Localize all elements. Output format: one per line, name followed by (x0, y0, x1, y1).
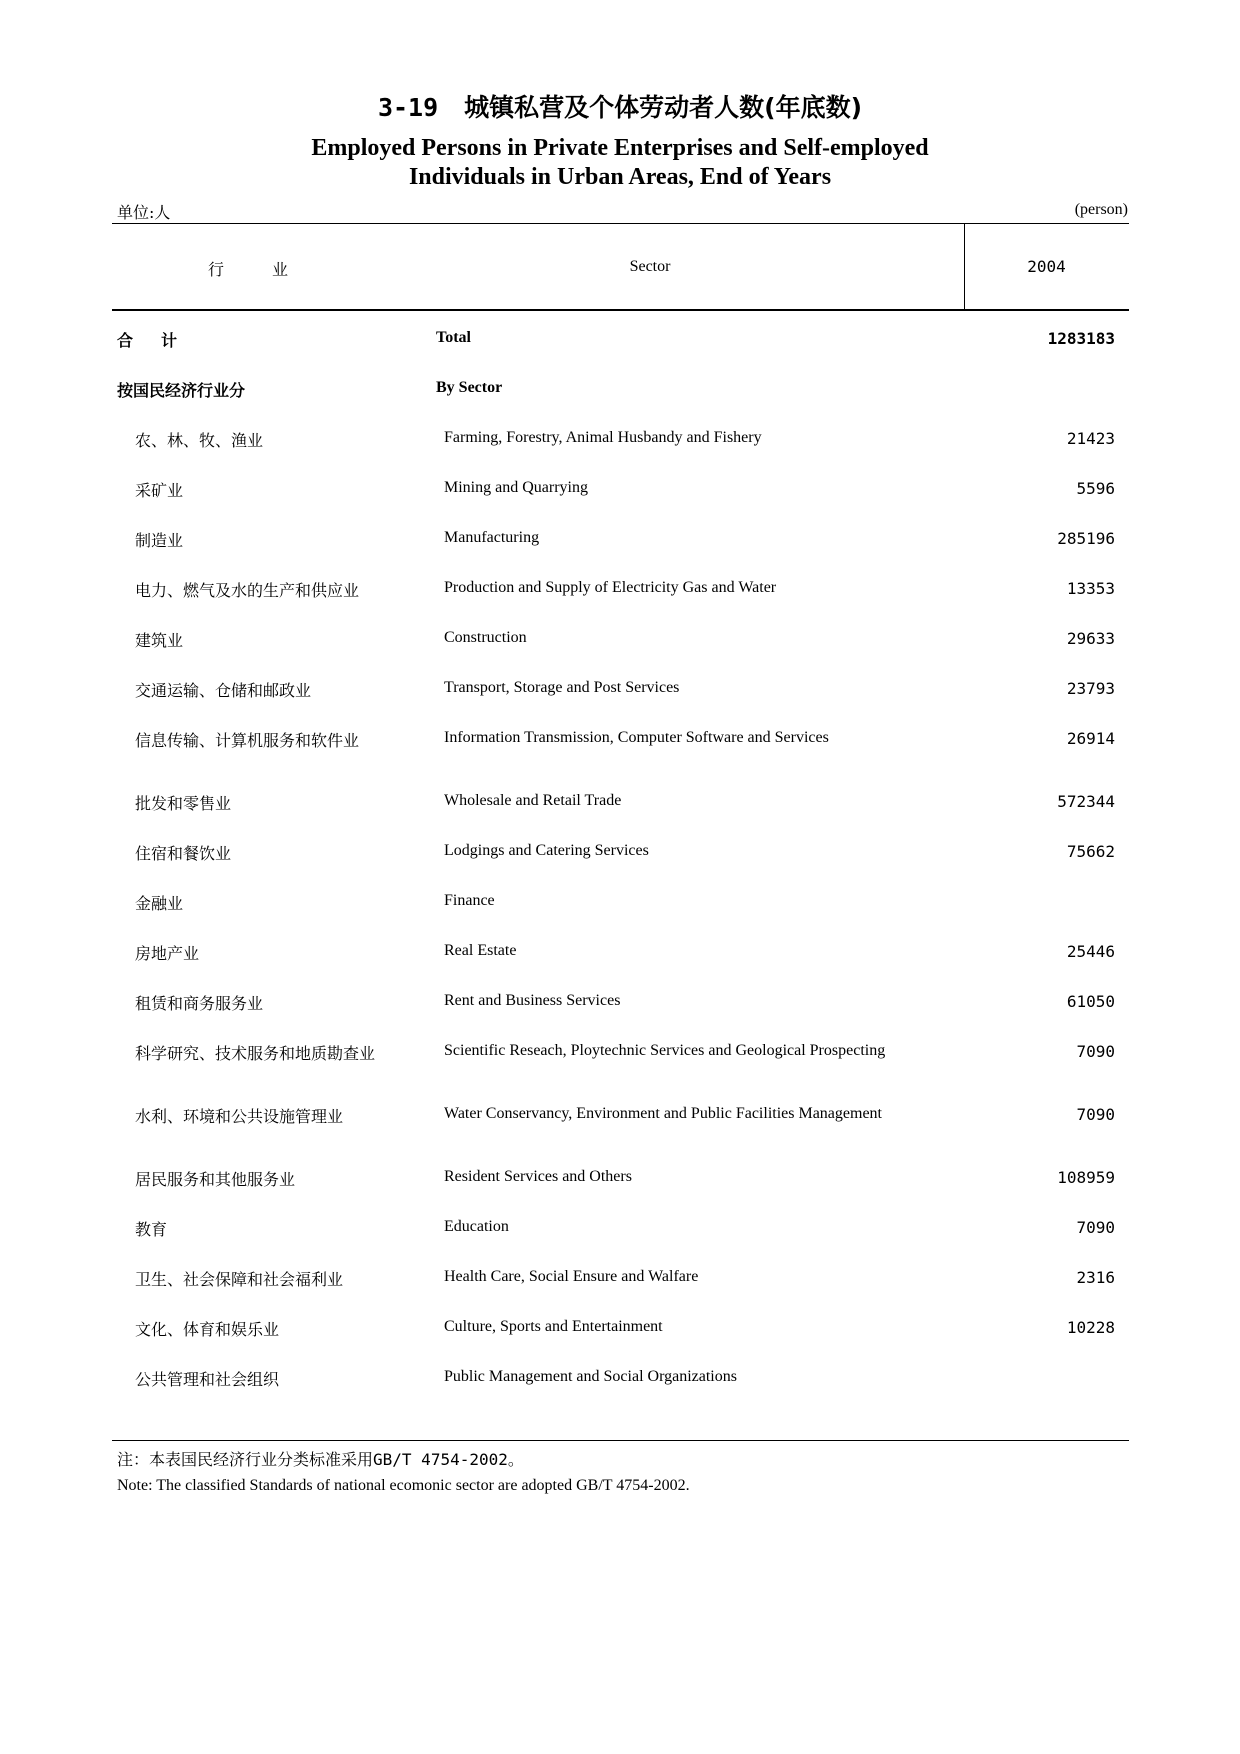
footnote-en: Note: The classified Standards of national ecomonic sector are adopted GB/T 4754-2002. (117, 1477, 690, 1494)
sector-value: 26914 (1066, 729, 1115, 748)
table-row (112, 1267, 1129, 1297)
table-row (112, 791, 1129, 821)
sector-value: 21423 (1066, 429, 1115, 448)
sector-name-cn: 电力、燃气及水的生产和供应业 (135, 581, 360, 600)
sector-name-cn: 交通运输、仓储和邮政业 (135, 681, 312, 700)
sector-value: 7090 (1076, 1042, 1115, 1061)
table-title-en (0, 134, 1240, 192)
title-cn-text: 城镇私营及个体劳动者人数(年底数) (464, 93, 863, 122)
footnote-cn-prefix: 注：本表国民经济行业分类标准采用 (117, 1450, 374, 1469)
table-row (112, 991, 1129, 1021)
sector-name-en: Real Estate (444, 942, 517, 959)
unit-label-cn: 单位:人 (117, 203, 171, 222)
total-value: 1283183 (1047, 329, 1115, 348)
sector-value: 23793 (1066, 679, 1115, 698)
table-row (112, 428, 1129, 458)
sector-name-cn: 金融业 (135, 894, 184, 913)
table-row (112, 1317, 1129, 1347)
sector-value: 572344 (1057, 792, 1115, 811)
header-sector-cn (112, 257, 384, 280)
sector-name-en: Production and Supply of Electricity Gas and Water (444, 579, 777, 596)
sector-name-cn: 采矿业 (135, 481, 184, 500)
header-cn-char2: 业 (272, 260, 289, 279)
sector-name-en: Resident Services and Others (444, 1168, 632, 1185)
total-cn-char1: 合 (117, 331, 134, 350)
sector-value: 285196 (1057, 529, 1115, 548)
sector-value: 7090 (1076, 1105, 1115, 1124)
sector-name-en: Education (444, 1218, 509, 1235)
sector-name-en: Scientific Reseach, Ploytechnic Services and Geological Prospecting (444, 1042, 886, 1059)
by-sector-label-cn: 按国民经济行业分 (117, 381, 246, 400)
table-number: 3-19 (377, 93, 439, 122)
sector-name-en: Manufacturing (444, 529, 540, 546)
total-label-en: Total (436, 329, 471, 346)
by-sector-row (112, 378, 1129, 408)
sector-name-cn: 卫生、社会保障和社会福利业 (135, 1270, 344, 1289)
sector-name-cn: 农、林、牧、渔业 (135, 431, 264, 450)
sector-name-en: Finance (444, 892, 495, 909)
sector-name-cn: 制造业 (135, 531, 184, 550)
header-bottom-rule (112, 309, 1129, 311)
sector-name-en: Wholesale and Retail Trade (444, 792, 622, 809)
sector-name-cn: 居民服务和其他服务业 (135, 1170, 296, 1189)
sector-name-en: Transport, Storage and Post Services (444, 679, 680, 696)
sector-name-en: Farming, Forestry, Animal Husbandy and Fishery (444, 429, 762, 446)
sector-name-en: Lodgings and Catering Services (444, 842, 649, 859)
sector-name-cn: 教育 (135, 1220, 168, 1239)
sector-value: 61050 (1066, 992, 1115, 1011)
unit-label-en: (person) (1074, 201, 1128, 218)
header-year: 2004 (1027, 257, 1066, 276)
sector-name-cn: 公共管理和社会组织 (135, 1370, 280, 1389)
table-row (112, 578, 1129, 608)
table-row (112, 841, 1129, 871)
sector-value: 10228 (1066, 1318, 1115, 1337)
table-row (112, 528, 1129, 558)
total-label-cn (117, 328, 177, 351)
sector-name-cn: 水利、环境和公共设施管理业 (135, 1107, 344, 1126)
sector-value: 13353 (1066, 579, 1115, 598)
total-row (112, 328, 1129, 358)
sector-name-en: Public Management and Social Organizations (444, 1368, 737, 1385)
header-sector-en: Sector (629, 258, 671, 275)
sector-name-cn: 租赁和商务服务业 (135, 994, 264, 1013)
table-row (112, 1367, 1129, 1397)
table-title-cn (0, 88, 1240, 124)
sector-name-cn: 文化、体育和娱乐业 (135, 1320, 280, 1339)
sector-name-cn: 科学研究、技术服务和地质勘查业 (135, 1044, 376, 1063)
sector-name-en: Mining and Quarrying (444, 479, 588, 496)
table-row (112, 891, 1129, 921)
sector-value: 5596 (1076, 479, 1115, 498)
table-top-rule (112, 223, 1129, 224)
sector-name-en: Information Transmission, Computer Software and Services (444, 729, 829, 746)
by-sector-label-en: By Sector (436, 379, 503, 396)
footnote-cn-suffix: 。 (507, 1450, 524, 1469)
sector-name-en: Culture, Sports and Entertainment (444, 1318, 663, 1335)
sector-name-en: Health Care, Social Ensure and Walfare (444, 1268, 699, 1285)
table-bottom-rule (112, 1440, 1129, 1441)
table-row (112, 1104, 1129, 1134)
sector-name-cn: 批发和零售业 (135, 794, 232, 813)
title-en-line2: Individuals in Urban Areas, End of Years (408, 164, 832, 190)
header-cn-char1: 行 (207, 260, 224, 279)
sector-name-en: Construction (444, 629, 527, 646)
sector-value: 25446 (1066, 942, 1115, 961)
sector-value: 108959 (1057, 1168, 1115, 1187)
footnote-cn-code: GB/T 4754-2002 (373, 1450, 508, 1469)
table-row (112, 478, 1129, 508)
table-row (112, 1217, 1129, 1247)
sector-name-cn: 房地产业 (135, 944, 200, 963)
sector-name-cn: 建筑业 (135, 631, 184, 650)
footnote-cn (117, 1447, 524, 1470)
total-cn-char2: 计 (161, 331, 178, 350)
table-row (112, 1041, 1129, 1071)
table-row (112, 728, 1129, 758)
sector-name-en: Rent and Business Services (444, 992, 621, 1009)
sector-value: 75662 (1066, 842, 1115, 861)
sector-name-cn: 信息传输、计算机服务和软件业 (135, 731, 360, 750)
table-row (112, 628, 1129, 658)
sector-value: 7090 (1076, 1218, 1115, 1237)
sector-value: 29633 (1066, 629, 1115, 648)
sector-value: 2316 (1076, 1268, 1115, 1287)
title-en-line1: Employed Persons in Private Enterprises and Self-employed (311, 135, 929, 161)
sector-name-en: Water Conservancy, Environment and Public Facilities Management (444, 1105, 882, 1122)
table-row (112, 678, 1129, 708)
sector-name-cn: 住宿和餐饮业 (135, 844, 232, 863)
table-row (112, 941, 1129, 971)
table-row (112, 1167, 1129, 1197)
